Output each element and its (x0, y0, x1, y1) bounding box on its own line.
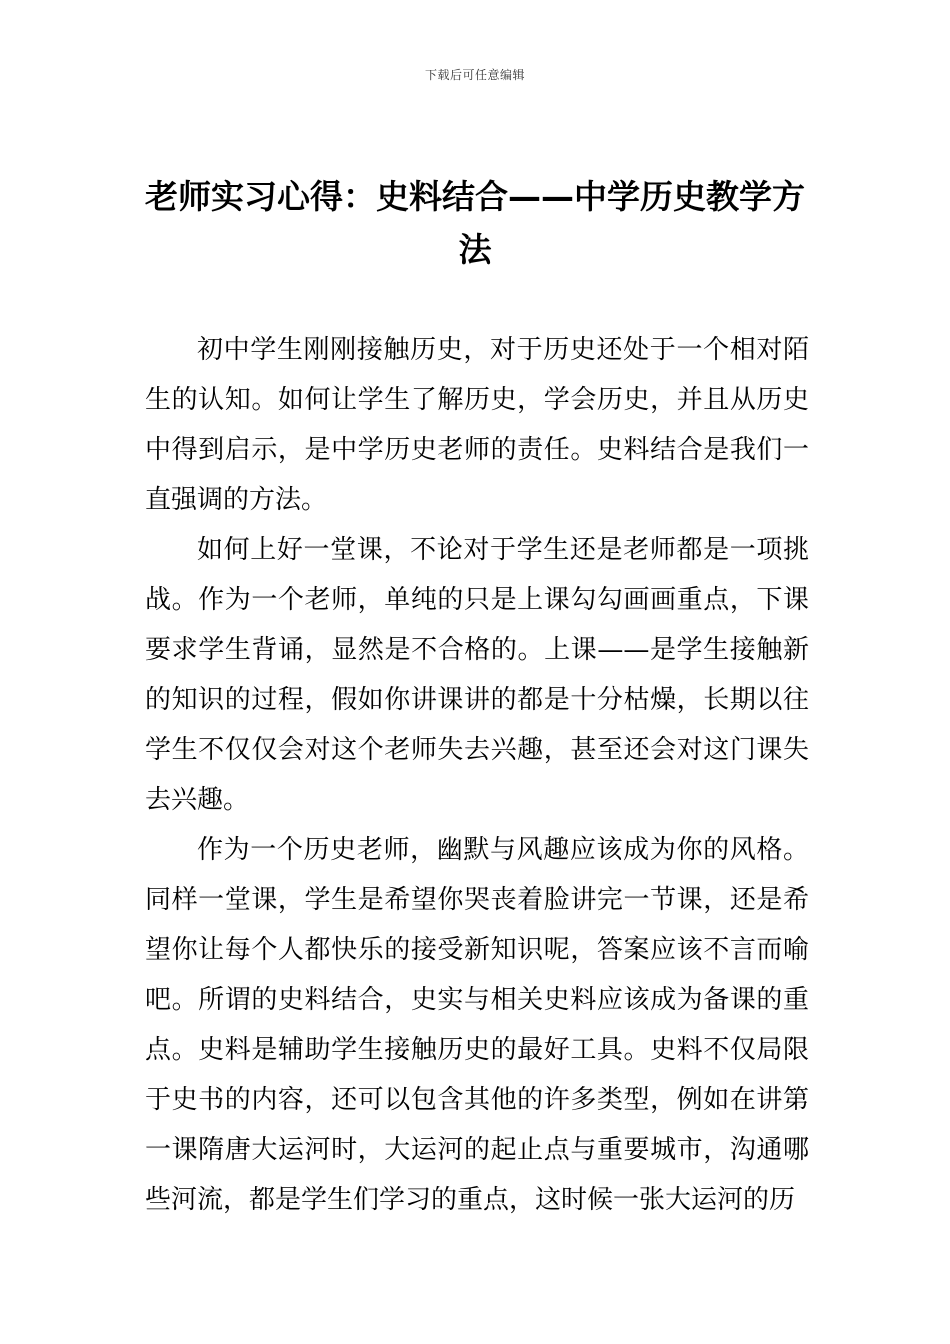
paragraph-2: 如何上好一堂课，不论对于学生还是老师都是一项挑战。作为一个老师，单纯的只是上课勾勾画画重点，下课要求学生背诵，显然是不合格的。上课——是学生接触新的知识的过程，假如你讲课讲的都是十分枯燥，长期以往学生不仅仅会对这个老师失去兴趣，甚至还会对这门课失去兴趣。 (145, 535, 809, 815)
document-body (145, 325, 809, 1225)
header-note: 下载后可任意编辑 (424, 68, 525, 82)
paragraph-1: 初中学生刚刚接触历史，对于历史还处于一个相对陌生的认知。如何让学生了解历史，学会历史，并且从历史中得到启示，是中学历史老师的责任。史料结合是我们一直强调的方法。 (145, 335, 809, 515)
paragraph-3: 作为一个历史老师，幽默与风趣应该成为你的风格。同样一堂课，学生是希望你哭丧着脸讲完一节课，还是希望你让每个人都快乐的接受新知识呢，答案应该不言而喻吧。所谓的史料结合，史实与相关史料应该成为备课的重点。史料是辅助学生接触历史的最好工具。史料不仅局限于史书的内容，还可以包含其他的许多类型，例如在讲第一课隋唐大运河时，大运河的起止点与重要城市，沟通哪些河流，都是学生们学习的重点，这时候一张大运河的历 (145, 835, 809, 1215)
document-title: 老师实习心得：史料结合——中学历史教学方法 (145, 177, 805, 269)
